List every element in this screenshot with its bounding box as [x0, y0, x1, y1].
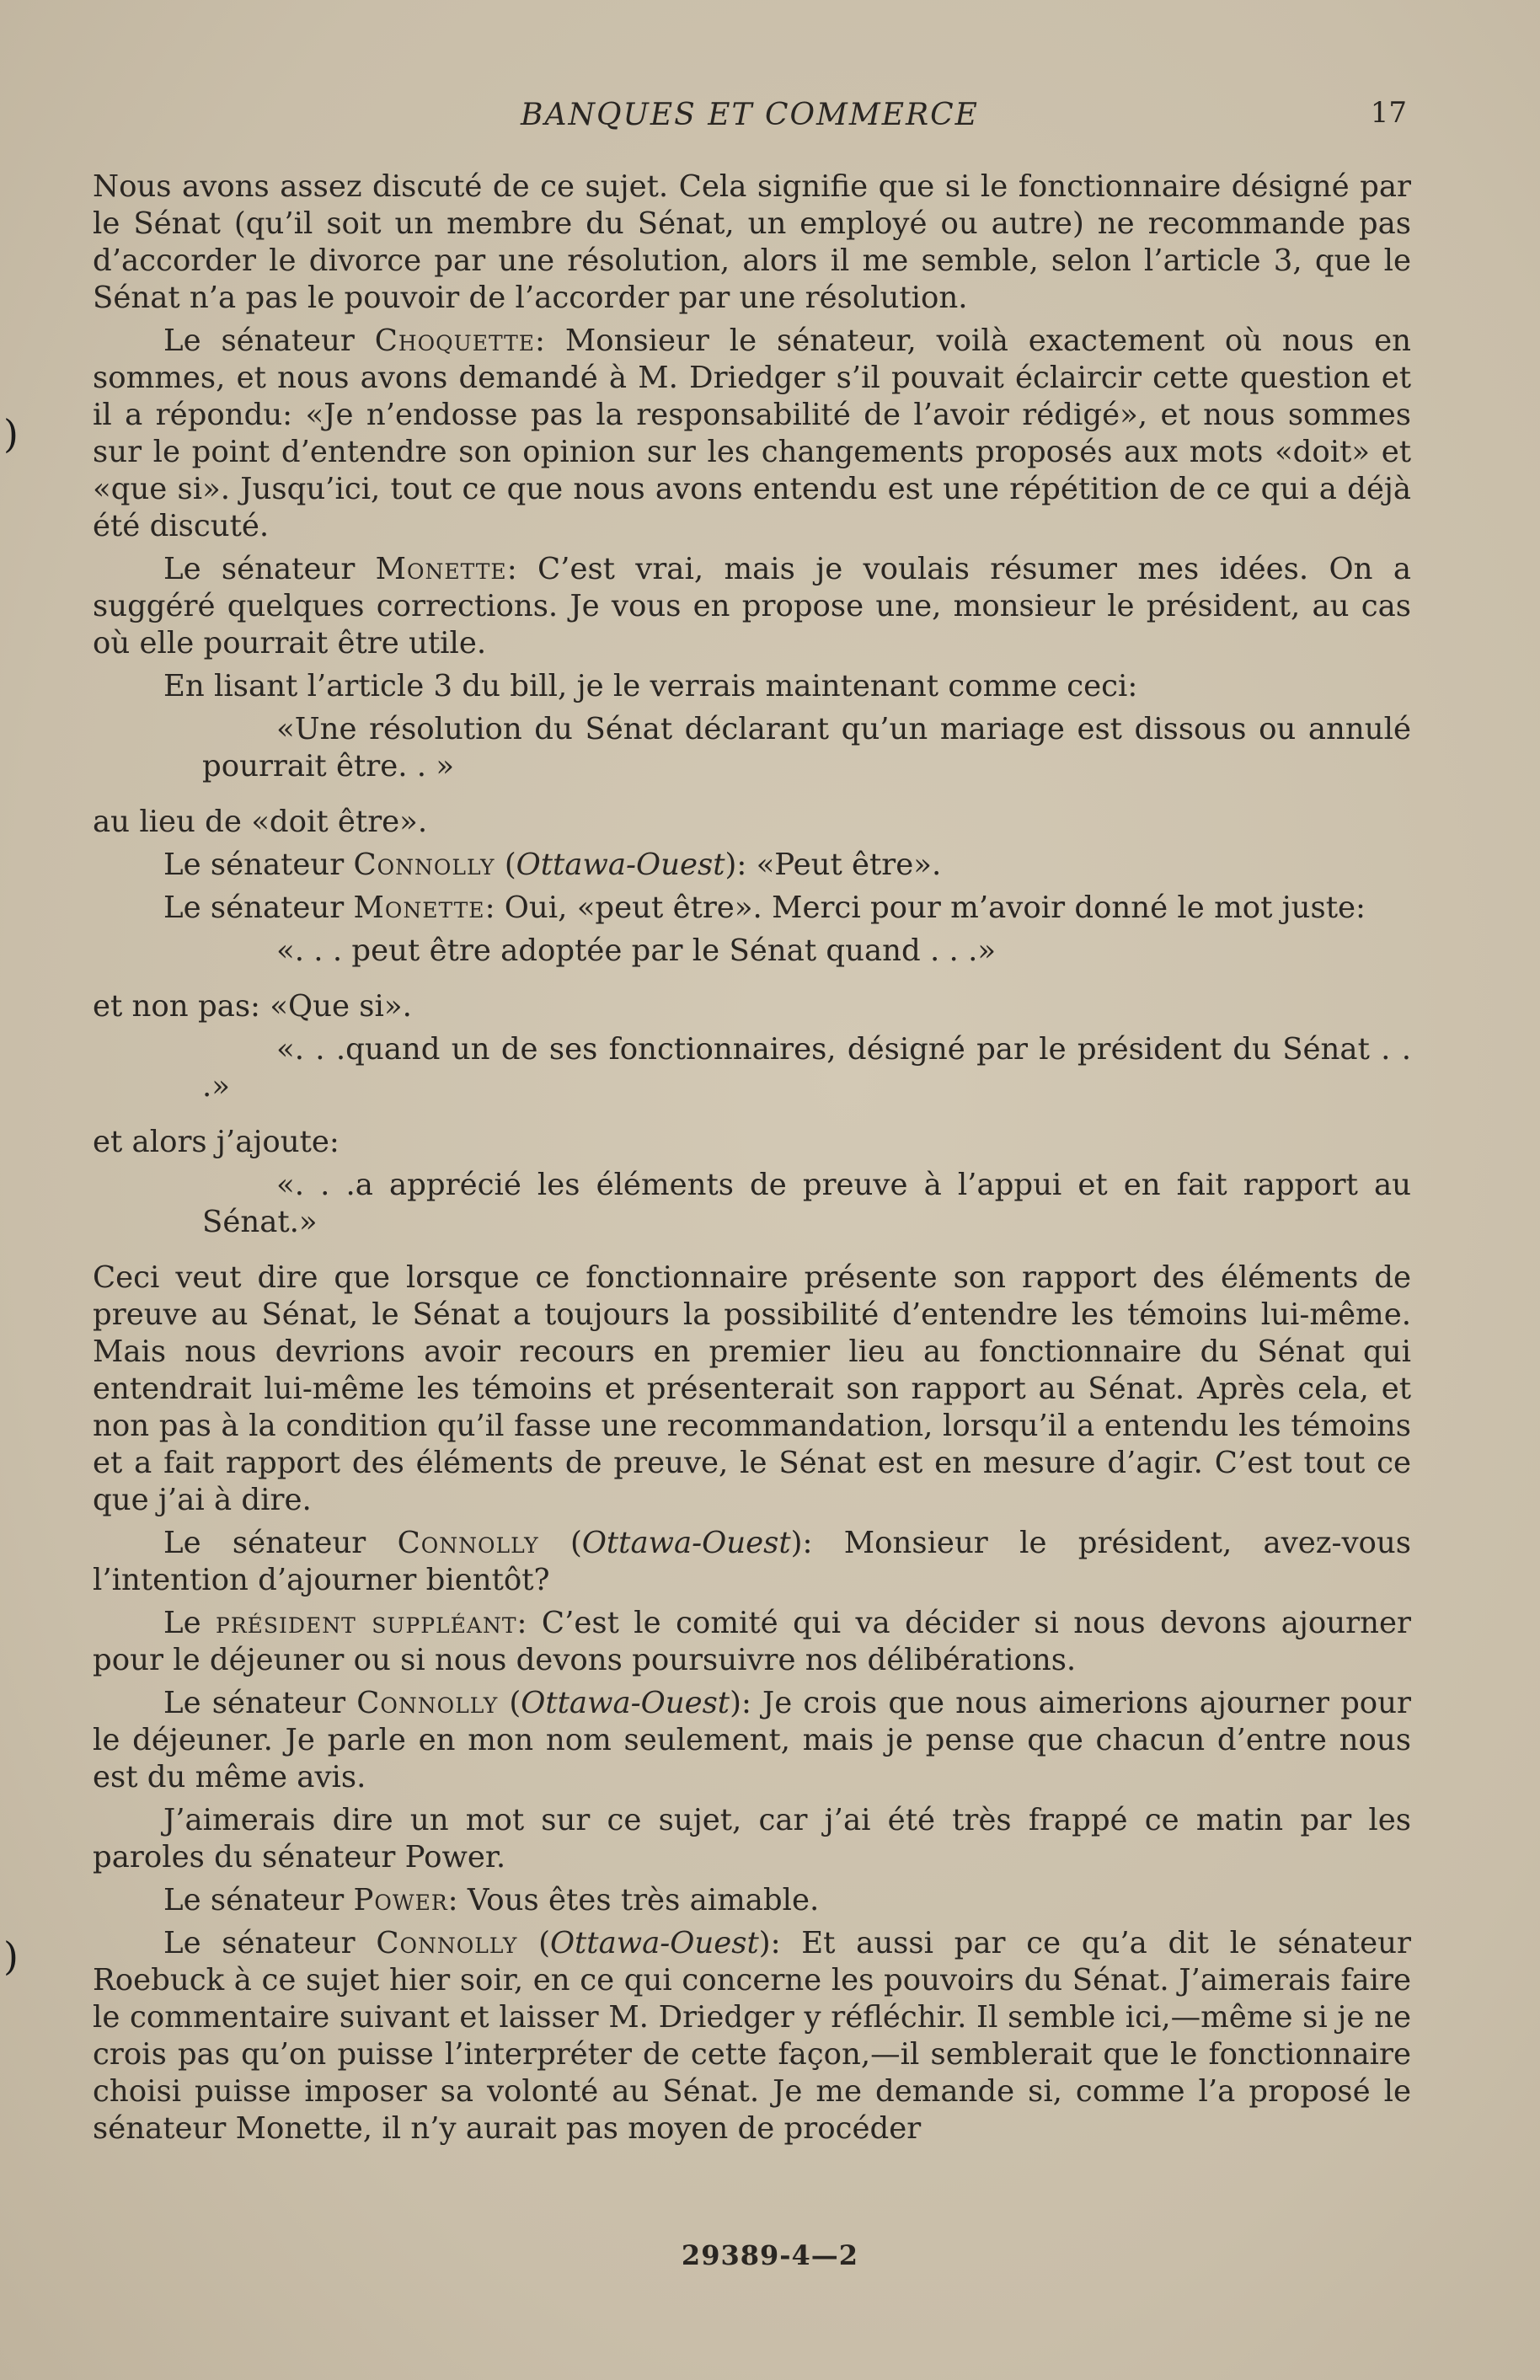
- speech-text: : Monsieur le sénateur, voilà exactement où nous en sommes, et nous avons demandé à M. Driedger s’il pouvait éclaircir cette question et il a répondu: «Je n’endosse pas la responsabilité de l’avoir rédigé», et nous sommes sur le point d’entendre son opinion sur les changements proposés aux mots «doit» et «que si». Jusqu’ici, tout ce que nous avons entendu est une répétition de ce qui a déjà été discuté.: [93, 324, 1411, 543]
- speech-text: : Monsieur le président, avez-vous l’intention d’ajourner bientôt?: [93, 1526, 1411, 1597]
- speech-text: : Je crois que nous aimerions ajourner pour le déjeuner. Je parle en mon nom seulement, mais je pense que chacun d’entre nous est du même avis.: [93, 1686, 1411, 1794]
- speech-text: : C’est vrai, mais je voulais résumer mes idées. On a suggéré quelques corrections. Je vous en propose une, monsieur le président, au cas où elle pourrait être utile.: [93, 552, 1411, 661]
- speech-text: : Vous êtes très aimable.: [447, 1883, 820, 1917]
- speaker-paragraph: Le sénateur Connolly (Ottawa-Ouest): Je crois que nous aimerions ajourner pour le déjeuner. Je parle en mon nom seulement, mais je pense que chacun d’entre nous est du même avis.: [93, 1686, 1411, 1794]
- speaker-paragraph: [93, 551, 1411, 662]
- block-quote: «. . .a apprécié les éléments de preuve à l’appui et en fait rapport au Sénat.»: [202, 1168, 1411, 1239]
- speaker-prefix: Le sénateur: [163, 1926, 377, 1960]
- paragraph: au lieu de «doit être».: [93, 805, 428, 839]
- speaker-riding: Ottawa-Ouest: [549, 1926, 759, 1960]
- paragraph: En lisant l’article 3 du bill, je le verrais maintenant comme ceci:: [163, 669, 1138, 703]
- speaker-paragraph: [93, 1605, 1411, 1679]
- speech-text: : «Peut être».: [736, 848, 942, 882]
- speaker-prefix: Le sénateur: [163, 890, 354, 925]
- speaker-paragraph: Le sénateur Connolly (Ottawa-Ouest): Et aussi par ce qu’a dit le sénateur Roebuck à ce sujet hier soir, en ce qui concerne les pouvoirs du Sénat. J’aimerais faire le commentaire suivant et laisser M. Driedger y réfléchir. Il semble ici,—même si je ne crois pas qu’on puisse l’interpréter de cette façon,—il semblerait que le fonctionnaire choisi puisse imposer sa volonté au Sénat. Je me demande si, comme l’a proposé le sénateur Monette, il n’y aurait pas moyen de procéder: [93, 1926, 1412, 2146]
- speaker-name: Power: [353, 1883, 448, 1917]
- speaker-paragraph: Le sénateur Connolly (Ottawa-Ouest): «Peut être».: [163, 848, 942, 882]
- page-header: [93, 94, 1407, 136]
- speaker-riding: Ottawa-Ouest: [516, 848, 725, 882]
- speaker-name: Connolly: [376, 1926, 518, 1960]
- paragraph: et alors j’ajoute:: [93, 1125, 340, 1159]
- block-quote: «. . . peut être adoptée par le Sénat quand . . .»: [276, 933, 997, 968]
- speaker-name: Connolly: [397, 1526, 539, 1560]
- speaker-name: Monette: [353, 890, 485, 925]
- speaker-riding: Ottawa-Ouest: [581, 1526, 791, 1560]
- speaker-name: Choquette: [374, 324, 536, 358]
- speaker-paragraph: Le sénateur Connolly (Ottawa-Ouest): Monsieur le président, avez-vous l’intention d’ajourner bientôt?: [93, 1526, 1411, 1597]
- margin-bracket-mark: ): [3, 411, 19, 457]
- running-title: BANQUES ET COMMERCE: [521, 98, 979, 132]
- speaker-prefix: Le sénateur: [163, 1526, 398, 1560]
- paragraph: Nous avons assez discuté de ce sujet. Cela signifie que si le fonctionnaire désigné par le Sénat (qu’il soit un membre du Sénat, un employé ou autre) ne recommande pas d’accorder le divorce par une résolution, alors il me semble, selon l’article 3, que le Sénat n’a pas le pouvoir de l’accorder par une résolution.: [93, 169, 1411, 315]
- speech-text: : Oui, «peut être». Merci pour m’avoir donné le mot juste:: [484, 890, 1366, 925]
- speaker-name: Monette: [375, 552, 507, 586]
- speaker-name: Connolly: [356, 1686, 499, 1720]
- block-quote: «Une résolution du Sénat déclarant qu’un mariage est dissous ou annulé pourrait être. . »: [202, 712, 1411, 784]
- speaker-name: président suppléant: [216, 1606, 517, 1640]
- speaker-prefix: Le: [163, 1606, 217, 1640]
- paragraph: J’aimerais dire un mot sur ce sujet, car j’ai été très frappé ce matin par les paroles du sénateur Power.: [93, 1803, 1411, 1875]
- speaker-name: Connolly: [353, 848, 495, 882]
- page-body: [93, 168, 1411, 2153]
- speaker-paragraph: [93, 323, 1411, 545]
- signature-footer: 29389-4—2: [681, 2239, 859, 2271]
- speaker-riding: Ottawa-Ouest: [521, 1686, 730, 1720]
- speaker-paragraph: [93, 1882, 1411, 1919]
- margin-bracket-mark: ): [3, 1933, 19, 1979]
- speaker-prefix: Le sénateur: [163, 848, 354, 882]
- speaker-prefix: Le sénateur: [163, 1686, 357, 1720]
- block-quote: «. . .quand un de ses fonctionnaires, désigné par le président du Sénat . . .»: [202, 1032, 1411, 1104]
- paragraph: et non pas: «Que si».: [93, 989, 412, 1024]
- speech-text: : C’est le comité qui va décider si nous devons ajourner pour le déjeuner ou si nous devons poursuivre nos délibérations.: [93, 1606, 1411, 1677]
- speaker-prefix: Le sénateur: [163, 1883, 354, 1917]
- paragraph: Ceci veut dire que lorsque ce fonctionnaire présente son rapport des éléments de preuve au Sénat, le Sénat a toujours la possibilité d’entendre les témoins lui-même. Mais nous devrions avoir recours en premier lieu au fonctionnaire du Sénat qui entendrait lui-même les témoins et présenterait son rapport au Sénat. Après cela, et non pas à la condition qu’il fasse une recommandation, lorsqu’il a entendu les témoins et a fait rapport des éléments de preuve, le Sénat est en mesure d’agir. C’est tout ce que j’ai à dire.: [93, 1260, 1411, 1517]
- speaker-paragraph: [93, 890, 1411, 927]
- page-number: 17: [1370, 96, 1407, 130]
- speaker-prefix: Le sénateur: [163, 324, 375, 358]
- speech-text: : Et aussi par ce qu’a dit le sénateur Roebuck à ce sujet hier soir, en ce qui concerne les pouvoirs du Sénat. J’aimerais faire le commentaire suivant et laisser M. Driedger y réfléchir. Il semble ici,—même si je ne crois pas qu’on puisse l’interpréter de cette façon,—il semblerait que le fonctionnaire choisi puisse imposer sa volonté au Sénat. Je me demande si, comme l’a proposé le sénateur Monette, il n’y aurait pas moyen de procéder: [93, 1926, 1412, 2146]
- speaker-prefix: Le sénateur: [163, 552, 376, 586]
